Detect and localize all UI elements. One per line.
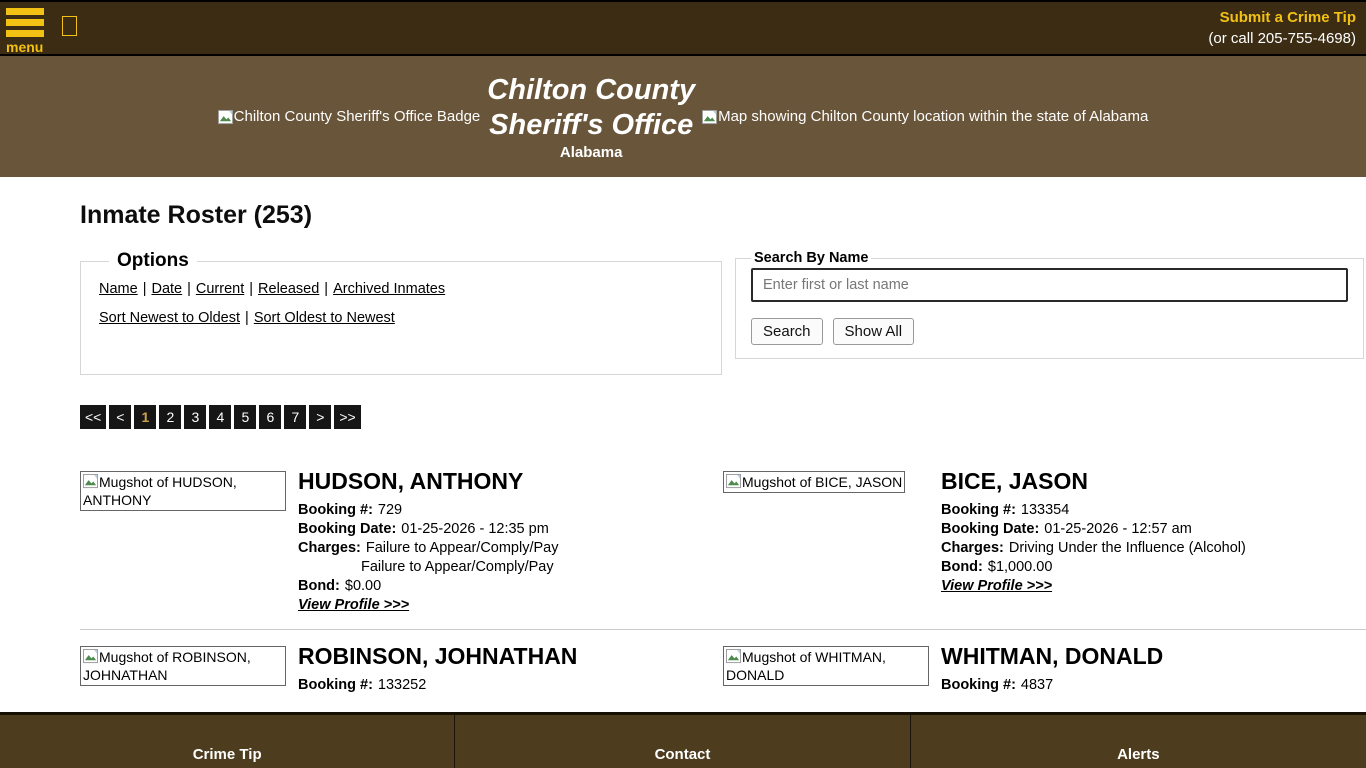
row-divider xyxy=(80,629,1366,630)
charges-label: Charges: xyxy=(941,540,1004,556)
broken-image-icon xyxy=(726,649,741,664)
bond-label: Bond: xyxy=(298,578,340,594)
separator: | xyxy=(187,281,191,297)
sort-links xyxy=(99,310,703,326)
inmate-details xyxy=(298,643,578,695)
footer-alerts-link[interactable]: Alerts xyxy=(1117,746,1160,763)
page-5-button[interactable]: 5 xyxy=(234,405,256,429)
broken-image-icon xyxy=(726,474,741,489)
site-title-line2: Sheriff's Office xyxy=(489,108,694,141)
inmate-roster-grid xyxy=(80,463,1364,695)
bond-label: Bond: xyxy=(941,559,983,575)
search-panel xyxy=(735,250,1364,359)
top-bar-right xyxy=(1208,7,1356,49)
mugshot-cell xyxy=(80,646,298,686)
crime-tip-phone: (or call 205-755-4698) xyxy=(1208,30,1356,47)
separator: | xyxy=(249,281,254,297)
hamburger-icon xyxy=(6,30,44,37)
booking-number-label: Booking #: xyxy=(298,502,373,518)
booking-number-label: Booking #: xyxy=(941,502,1016,518)
hamburger-icon xyxy=(6,19,44,26)
charge-value: Failure to Appear/Comply/Pay xyxy=(365,540,559,556)
booking-date-row xyxy=(941,520,1246,539)
page-title: Inmate Roster (253) xyxy=(80,201,313,229)
booking-number-value: 4837 xyxy=(1020,677,1054,693)
page-6-button[interactable]: 6 xyxy=(259,405,281,429)
inmate-name: BICE, JASON xyxy=(941,468,1088,494)
mugshot-image-broken[interactable] xyxy=(80,646,286,686)
filter-link-archived[interactable]: Archived Inmates xyxy=(333,281,446,297)
broken-image-icon xyxy=(218,110,233,125)
badge-image-broken xyxy=(218,108,481,125)
map-alt-text: Map showing Chilton County location within the state of Alabama xyxy=(718,108,1149,125)
view-profile-link[interactable]: View Profile >>> xyxy=(941,578,1053,594)
separator: | xyxy=(324,281,329,297)
search-buttons xyxy=(751,318,1348,345)
booking-number-value: 133354 xyxy=(1020,502,1070,518)
booking-number-value: 729 xyxy=(377,502,403,518)
booking-date-label: Booking Date: xyxy=(298,521,397,537)
top-bar-left xyxy=(6,3,77,53)
site-title xyxy=(487,73,695,161)
broken-image-icon xyxy=(702,110,717,125)
hamburger-icon xyxy=(6,8,44,15)
search-legend: Search By Name xyxy=(754,250,869,266)
top-bar xyxy=(0,0,1366,56)
page-prev-button[interactable]: < xyxy=(109,405,131,429)
filter-links xyxy=(99,281,703,297)
page-last-button[interactable]: >> xyxy=(334,405,360,429)
search-input[interactable] xyxy=(751,268,1348,302)
inmate-details xyxy=(941,468,1246,595)
inmate-card xyxy=(723,638,1366,695)
inmate-details xyxy=(941,643,1164,695)
mugshot-cell xyxy=(80,471,298,511)
options-legend: Options xyxy=(117,250,189,271)
mugshot-alt-text: Mugshot of HUDSON, ANTHONY xyxy=(83,474,237,508)
sort-oldest-link[interactable]: Sort Oldest to Newest xyxy=(253,310,395,326)
charge-value: Failure to Appear/Comply/Pay xyxy=(361,559,554,575)
inmate-card xyxy=(723,463,1366,614)
booking-date-label: Booking Date: xyxy=(941,521,1040,537)
show-all-button[interactable]: Show All xyxy=(833,318,915,345)
page-3-button[interactable]: 3 xyxy=(184,405,206,429)
booking-number-label: Booking #: xyxy=(298,677,373,693)
inmate-name: HUDSON, ANTHONY xyxy=(298,468,524,494)
charge-row xyxy=(298,558,558,577)
mugshot-alt-text: Mugshot of WHITMAN, DONALD xyxy=(726,649,886,683)
inmate-details xyxy=(298,468,559,614)
menu-label: menu xyxy=(6,39,44,55)
page-1-button[interactable]: 1 xyxy=(134,405,156,429)
pagination xyxy=(80,405,1364,429)
booking-date-row xyxy=(298,520,558,539)
booking-number-label: Booking #: xyxy=(941,677,1016,693)
filter-link-current[interactable]: Current xyxy=(195,281,245,297)
options-panel xyxy=(80,250,722,375)
booking-date-value: 01-25-2026 - 12:35 pm xyxy=(401,521,549,537)
menu-button[interactable] xyxy=(6,8,44,53)
site-subtitle: Alabama xyxy=(559,143,623,161)
mugshot-alt-text: Mugshot of ROBINSON, JOHNATHAN xyxy=(83,649,251,683)
booking-number-value: 133252 xyxy=(377,677,427,693)
charges-label: Charges: xyxy=(298,540,361,556)
search-button[interactable]: Search xyxy=(751,318,823,345)
bond-value: $0.00 xyxy=(344,578,382,594)
booking-number-row xyxy=(298,501,558,520)
main-content xyxy=(0,201,1366,695)
page-4-button[interactable]: 4 xyxy=(209,405,231,429)
filter-link-date[interactable]: Date xyxy=(151,281,183,297)
footer-contact-link[interactable]: Contact xyxy=(455,715,910,768)
page-2-button[interactable]: 2 xyxy=(159,405,181,429)
charges-row xyxy=(941,539,1246,558)
panels-row xyxy=(80,250,1364,375)
mugshot-cell xyxy=(723,471,941,493)
broken-logo-image[interactable] xyxy=(62,16,77,36)
separator: | xyxy=(142,281,147,297)
site-footer xyxy=(0,712,1366,768)
booking-number-row xyxy=(298,676,577,695)
separator: | xyxy=(245,310,249,326)
inmate-name: WHITMAN, DONALD xyxy=(941,643,1164,669)
inmate-card xyxy=(80,463,723,614)
bond-row xyxy=(298,577,558,596)
page-7-button[interactable]: 7 xyxy=(284,405,306,429)
submit-crime-tip-link[interactable]: Submit a Crime Tip xyxy=(1219,9,1356,26)
mugshot-cell xyxy=(723,646,941,686)
page-next-button[interactable]: > xyxy=(309,405,331,429)
bond-value: $1,000.00 xyxy=(987,559,1053,575)
site-title-line1: Chilton County xyxy=(487,73,696,106)
broken-image-icon xyxy=(83,474,98,489)
filter-link-name[interactable]: Name xyxy=(99,281,138,297)
inmate-card xyxy=(80,638,723,695)
mugshot-image-broken[interactable] xyxy=(723,646,929,686)
inmate-name: ROBINSON, JOHNATHAN xyxy=(298,643,578,669)
booking-date-value: 01-25-2026 - 12:57 am xyxy=(1044,521,1192,537)
charges-row xyxy=(298,539,558,558)
filter-link-released[interactable]: Released xyxy=(258,281,320,297)
bond-row xyxy=(941,558,1246,577)
page-first-button[interactable]: << xyxy=(80,405,106,429)
site-header xyxy=(0,56,1366,177)
mugshot-alt-text: Mugshot of BICE, JASON xyxy=(742,474,903,490)
view-profile-link[interactable]: View Profile >>> xyxy=(298,597,410,613)
charge-value: Driving Under the Influence (Alcohol) xyxy=(1008,540,1246,556)
broken-image-icon xyxy=(83,649,98,664)
sort-newest-link[interactable]: Sort Newest to Oldest xyxy=(99,310,241,326)
mugshot-image-broken[interactable] xyxy=(723,471,905,493)
badge-alt-text: Chilton County Sheriff's Office Badge xyxy=(233,108,481,125)
booking-number-row xyxy=(941,501,1246,520)
footer-crime-tip-link[interactable]: Crime Tip xyxy=(0,715,455,768)
map-image-broken xyxy=(702,108,1148,125)
mugshot-image-broken[interactable] xyxy=(80,471,286,511)
booking-number-row xyxy=(941,676,1163,695)
